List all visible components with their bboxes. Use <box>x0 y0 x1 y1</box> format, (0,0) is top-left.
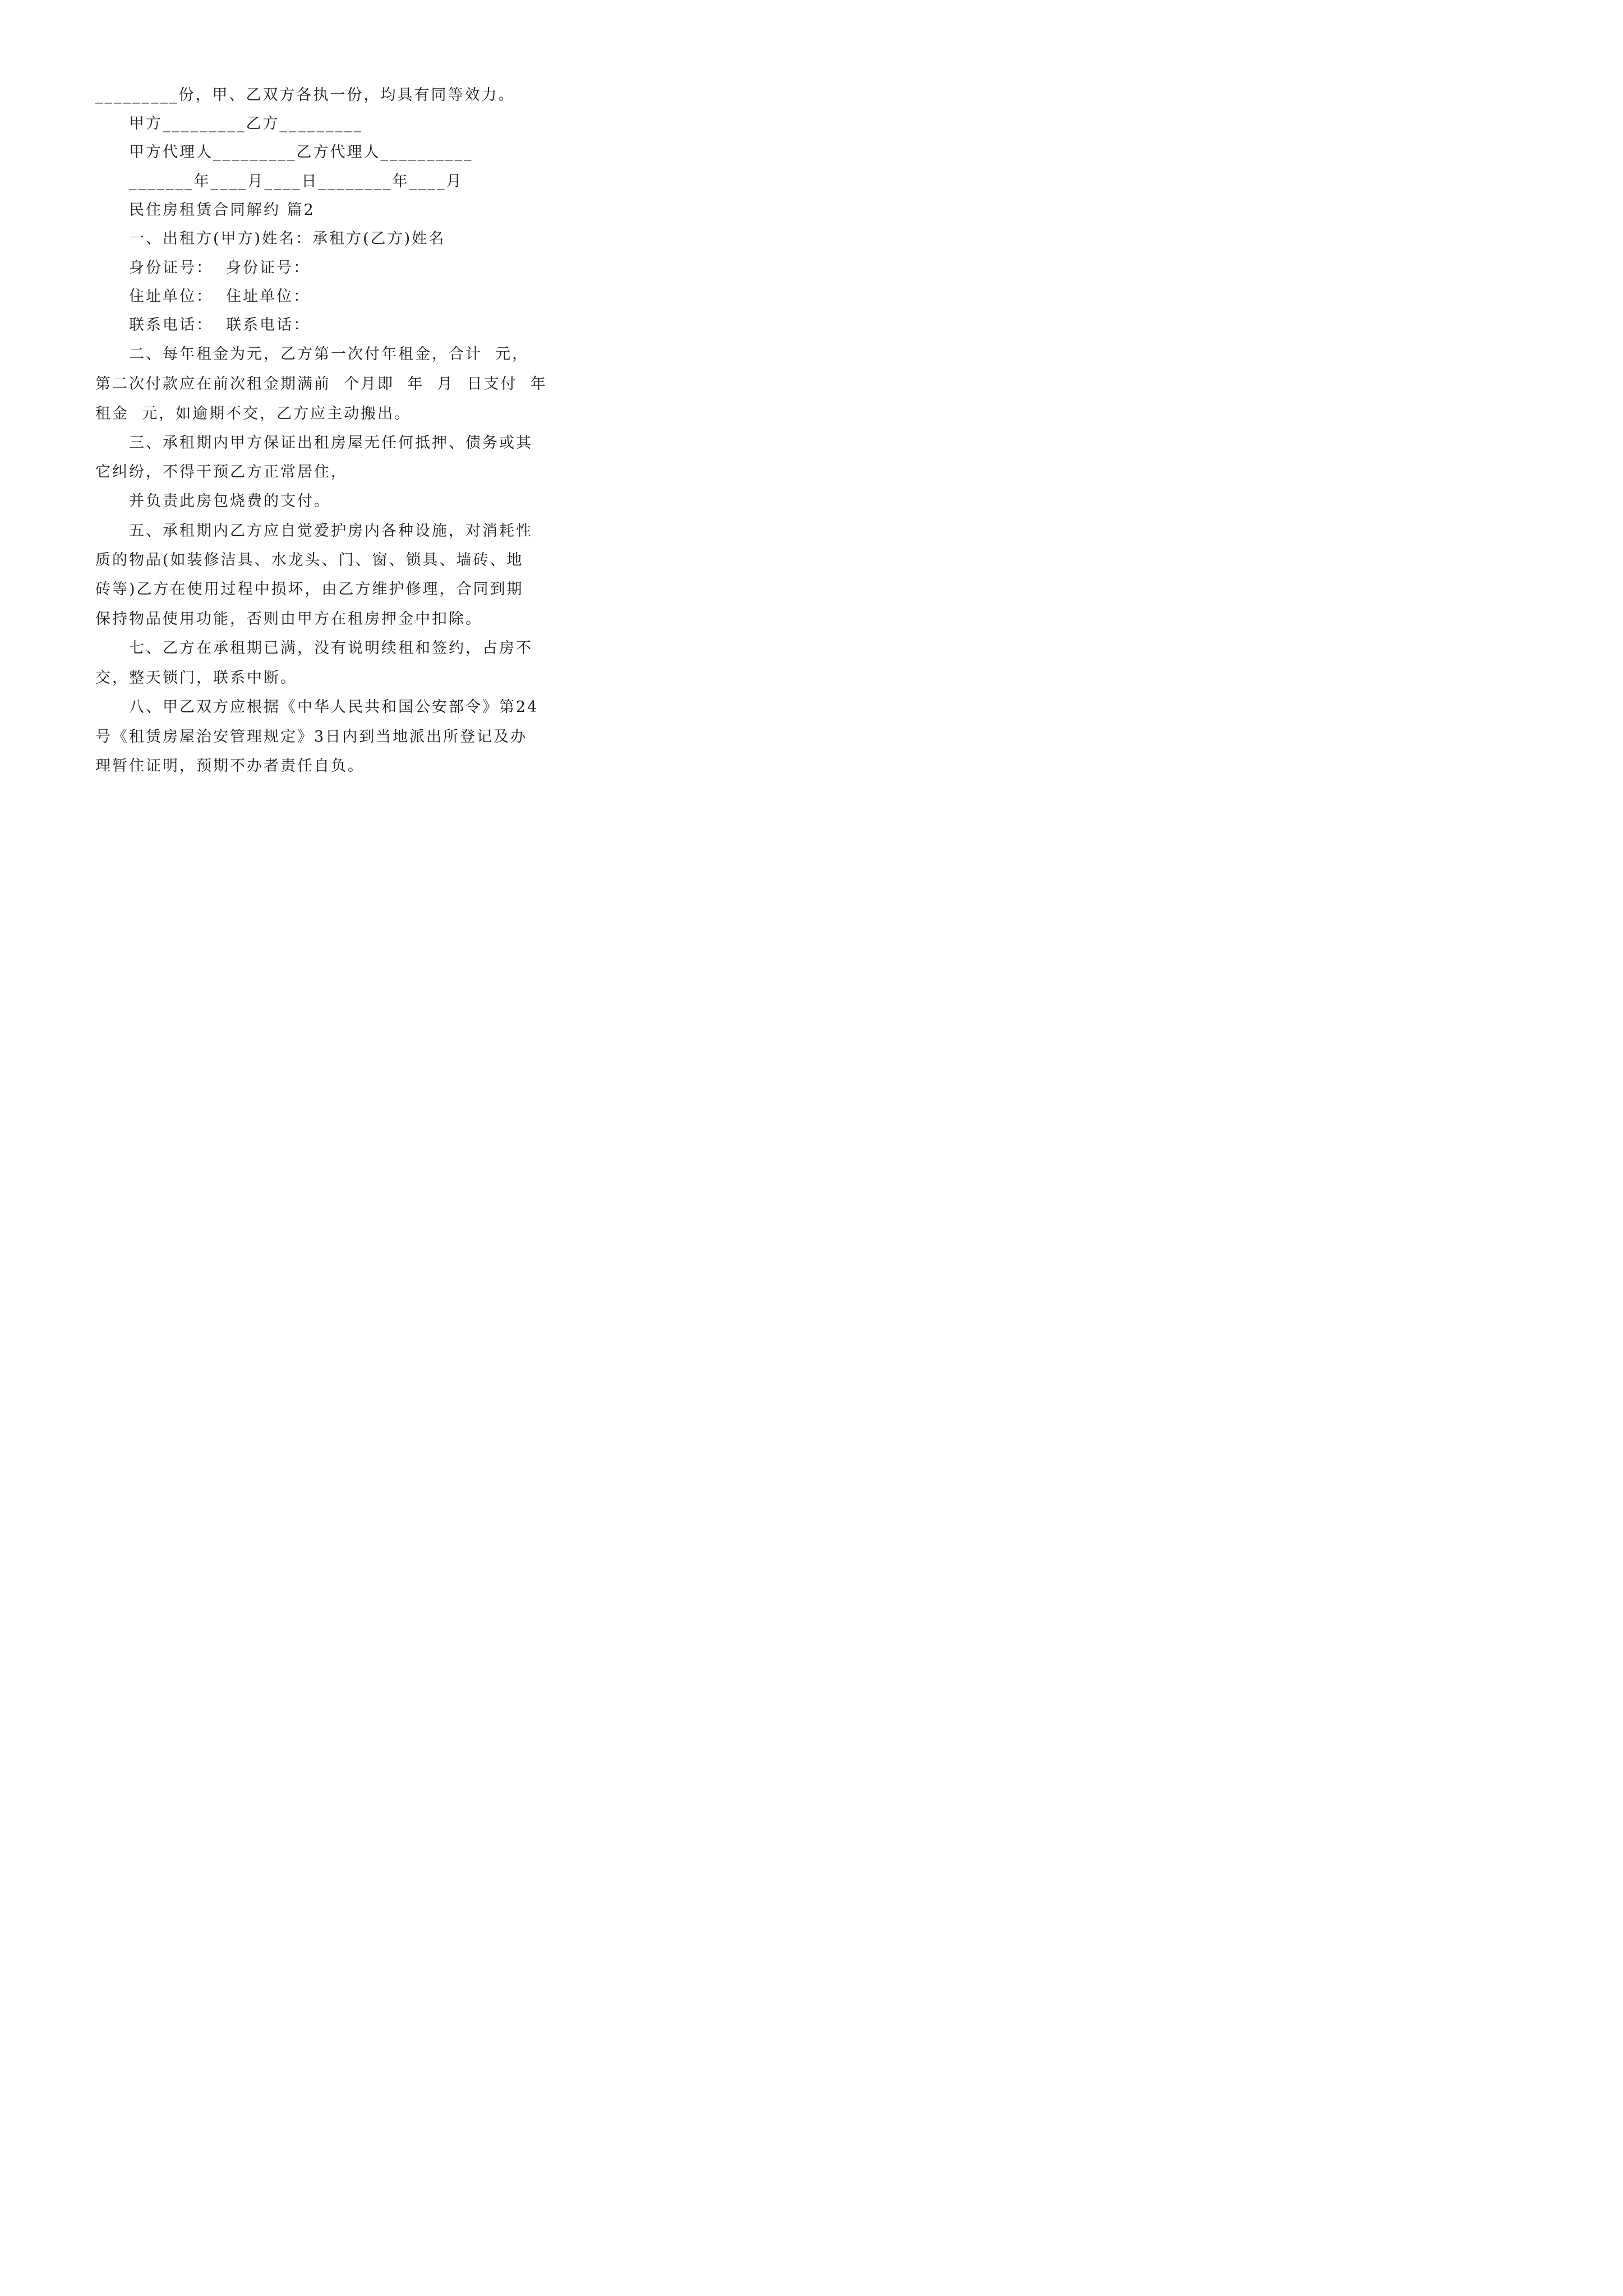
text-line: 租金 元，如逾期不交，乙方应主动搬出。 <box>95 405 412 422</box>
text-line: 保持物品使用功能，否则由甲方在租房押金中扣除。 <box>95 610 482 628</box>
text-line: _________份，甲、乙双方各执一份，均具有同等效力。 <box>95 86 515 104</box>
text-line: 八、甲乙双方应根据《中华人民共和国公安部令》第24 <box>129 698 539 716</box>
text-line: 三、承租期内甲方保证出租房屋无任何抵押、债务或其 <box>129 434 533 452</box>
text-line: 住址单位： 住址单位： <box>129 288 311 305</box>
text-line: 交，整天锁门，联系中断。 <box>95 669 297 687</box>
text-line: 身份证号： 身份证号： <box>129 259 311 277</box>
text-line: 七、乙方在承租期已满，没有说明续租和签约，占房不 <box>129 639 533 657</box>
text-line: 并负责此房包烧费的支付。 <box>129 493 331 510</box>
text-line: 号《租赁房屋治安管理规定》3日内到当地派出所登记及办 <box>95 728 528 746</box>
signature-line-agents: 甲方代理人_________乙方代理人__________ <box>129 144 473 161</box>
text-line: 质的物品(如装修洁具、水龙头、门、窗、锁具、墙砖、地 <box>95 551 524 569</box>
signature-line-parties: 甲方_________乙方_________ <box>129 115 363 132</box>
text-line: 第二次付款应在前次租金期满前 个月即 年 月 日支付 年 <box>95 375 547 393</box>
text-line: 砖等)乙方在使用过程中损坏，由乙方维护修理，合同到期 <box>95 581 524 598</box>
text-line: 理暂住证明，预期不办者责任自负。 <box>95 757 365 775</box>
document-page <box>0 0 618 875</box>
text-line: 二、每年租金为元，乙方第一次付年租金，合计 元， <box>129 346 529 363</box>
date-line: _______年____月____日________年____月 <box>129 173 463 190</box>
text-line: 联系电话： 联系电话： <box>129 316 311 334</box>
text-line: 它纠纷，不得干预乙方正常居住， <box>95 463 348 481</box>
section-heading: 民住房租赁合同解约 篇2 <box>129 201 315 219</box>
text-line: 一、出租方(甲方)姓名：承租方(乙方)姓名 <box>129 230 446 247</box>
text-line: 五、承租期内乙方应自觉爱护房内各种设施，对消耗性 <box>129 522 533 540</box>
